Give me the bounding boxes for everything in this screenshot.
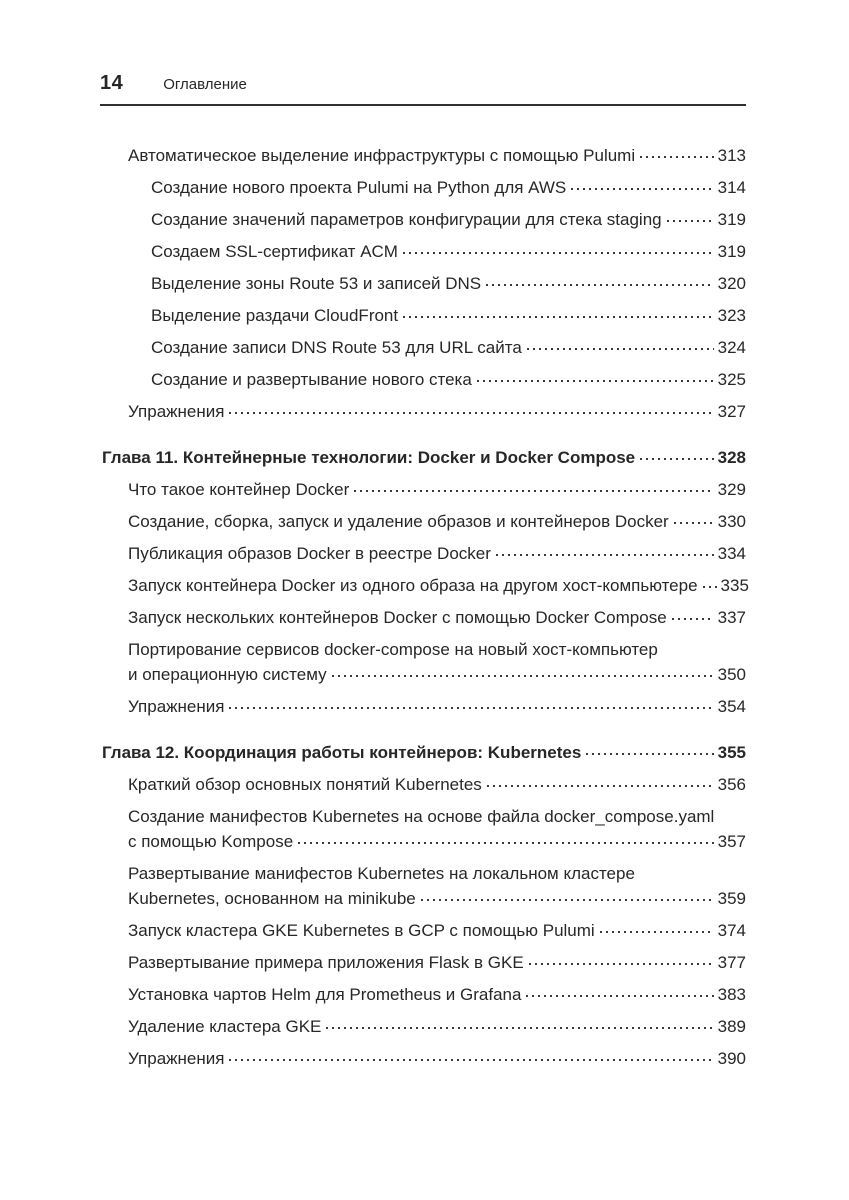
toc-entry-line	[151, 367, 746, 392]
dot-leader	[667, 220, 714, 222]
toc-entry-line	[128, 541, 746, 566]
toc-entry-line	[102, 740, 746, 765]
toc-entry	[102, 477, 746, 502]
toc-entry-line	[128, 918, 746, 943]
toc-entry	[102, 399, 746, 424]
toc-entry-title: Создание манифестов Kubernetes на основе файла docker_compose.yaml	[128, 807, 715, 826]
dot-leader	[496, 554, 714, 556]
toc-entry-page-number: 325	[717, 370, 746, 389]
toc-entry	[102, 637, 746, 687]
dot-leader	[674, 522, 714, 524]
toc-entry-line	[151, 271, 746, 296]
dot-leader	[477, 380, 714, 382]
toc-entry-title: Развертывание манифестов Kubernetes на локальном кластере	[128, 864, 635, 883]
toc-entry	[102, 918, 746, 943]
dot-leader	[571, 188, 713, 190]
toc-entry-line	[128, 637, 746, 662]
toc-entry-title: с помощью Kompose	[128, 832, 294, 851]
toc-entry-page-number: 313	[717, 146, 746, 165]
dot-leader	[486, 284, 713, 286]
toc-entry-page-number: 314	[717, 178, 746, 197]
dot-leader	[354, 490, 713, 492]
toc-entry-page-number: 329	[717, 480, 746, 499]
toc-entry	[102, 367, 746, 392]
toc-entry-line	[128, 829, 746, 854]
toc-chapter-entry	[102, 445, 746, 470]
toc-entry	[102, 573, 749, 598]
header-rule	[100, 104, 746, 106]
toc-entry-line	[128, 399, 746, 424]
toc-entry-title: Публикация образов Docker в реестре Docker	[128, 544, 491, 563]
toc-chapter-entry	[102, 740, 746, 765]
toc-entry-page-number: 390	[717, 1049, 746, 1068]
toc-entry	[102, 1014, 746, 1039]
toc-entry-page-number: 327	[717, 402, 746, 421]
dot-leader	[586, 753, 713, 755]
toc-entry-page-number: 320	[717, 274, 746, 293]
page-header	[100, 72, 746, 114]
toc-entry-title: Выделение раздачи CloudFront	[151, 306, 399, 325]
toc-entry-line	[151, 335, 746, 360]
toc-entry-title: Создание и развертывание нового стека	[151, 370, 472, 389]
toc-entry-page-number: 334	[717, 544, 746, 563]
toc-entry-title: Запуск кластера GKE Kubernetes в GCP с помощью Pulumi	[128, 921, 595, 940]
dot-leader	[421, 899, 714, 901]
dot-leader	[403, 252, 714, 254]
toc-entry	[102, 950, 746, 975]
toc-entry-page-number: 319	[717, 242, 746, 261]
toc-entry	[102, 605, 746, 630]
toc-entry	[102, 982, 746, 1007]
toc-entry-line	[128, 1014, 746, 1039]
toc-entry-page-number: 330	[717, 512, 746, 531]
toc-entry-page-number: 337	[717, 608, 746, 627]
toc-entry	[102, 509, 746, 534]
toc-list	[102, 143, 749, 1078]
toc-entry	[102, 239, 746, 264]
toc-entry-page-number: 324	[717, 338, 746, 357]
toc-entry-line	[128, 694, 746, 719]
running-title: Оглавление	[163, 76, 247, 93]
dot-leader	[229, 707, 713, 709]
toc-entry-title: Упражнения	[128, 402, 225, 421]
toc-entry-title: Создаем SSL-сертификат ACM	[151, 242, 398, 261]
toc-entry-page-number: 355	[717, 743, 746, 762]
toc-entry-title: Установка чартов Helm для Prometheus и Grafana	[128, 985, 522, 1004]
dot-leader	[600, 931, 714, 933]
toc-entry-title: Упражнения	[128, 1049, 225, 1068]
toc-entry-title: Выделение зоны Route 53 и записей DNS	[151, 274, 482, 293]
toc-entry	[102, 772, 746, 797]
dot-leader	[326, 1027, 713, 1029]
toc-entry-title: Автоматическое выделение инфраструктуры с помощью Pulumi	[128, 146, 636, 165]
dot-leader	[332, 675, 714, 677]
toc-entry-line	[128, 861, 746, 886]
toc-entry-title: Запуск контейнера Docker из одного образа на другом хост-компьютере	[128, 576, 698, 595]
toc-entry-title: Создание нового проекта Pulumi на Python для AWS	[151, 178, 567, 197]
toc-entry	[102, 143, 746, 168]
toc-entry-title: Kubernetes, основанном на minikube	[128, 889, 416, 908]
toc-entry-title: Портирование сервисов docker-compose на новый хост-компьютер	[128, 640, 658, 659]
toc-entry-line	[128, 886, 746, 911]
toc-entry-line	[151, 303, 746, 328]
dot-leader	[229, 412, 713, 414]
toc-entry-page-number: 357	[717, 832, 746, 851]
toc-entry-line	[128, 573, 749, 598]
dot-leader	[703, 586, 717, 588]
toc-entry-line	[128, 982, 746, 1007]
dot-leader	[640, 156, 714, 158]
toc-entry	[102, 694, 746, 719]
toc-entry	[102, 335, 746, 360]
toc-entry-title: Создание значений параметров конфигурации для стека staging	[151, 210, 662, 229]
page-header-row	[100, 72, 746, 95]
toc-entry-title: Создание, сборка, запуск и удаление образов и контейнеров Docker	[128, 512, 669, 531]
toc-entry	[102, 207, 746, 232]
toc-entry-title: Создание записи DNS Route 53 для URL сайта	[151, 338, 522, 357]
dot-leader	[403, 316, 714, 318]
toc-entry-line	[151, 207, 746, 232]
dot-leader	[298, 842, 713, 844]
toc-entry-line	[151, 239, 746, 264]
toc-entry-title: Запуск нескольких контейнеров Docker с помощью Docker Compose	[128, 608, 667, 627]
dot-leader	[527, 348, 714, 350]
toc-entry-line	[128, 509, 746, 534]
toc-entry-page-number: 389	[717, 1017, 746, 1036]
toc-entry-title: Краткий обзор основных понятий Kubernetes	[128, 775, 482, 794]
toc-entry-line	[151, 175, 746, 200]
toc-entry	[102, 175, 746, 200]
toc-entry	[102, 541, 746, 566]
toc-entry-page-number: 383	[717, 985, 746, 1004]
toc-entry-line	[128, 1046, 746, 1071]
toc-entry-page-number: 328	[717, 448, 746, 467]
toc-entry	[102, 271, 746, 296]
toc-entry-line	[102, 445, 746, 470]
toc-entry-page-number: 356	[717, 775, 746, 794]
toc-entry	[102, 1046, 746, 1071]
toc-entry-line	[128, 662, 746, 687]
dot-leader	[229, 1059, 713, 1061]
toc-entry-page-number: 319	[717, 210, 746, 229]
toc-entry-title: Развертывание примера приложения Flask в GKE	[128, 953, 524, 972]
toc-entry-title: Что такое контейнер Docker	[128, 480, 350, 499]
toc-entry-line	[128, 143, 746, 168]
dot-leader	[529, 963, 714, 965]
toc-entry	[102, 861, 746, 911]
toc-entry	[102, 804, 746, 854]
toc-entry-line	[128, 605, 746, 630]
toc-entry-line	[128, 804, 746, 829]
toc-entry-page-number: 323	[717, 306, 746, 325]
toc-entry-title: Упражнения	[128, 697, 225, 716]
toc-entry-page-number: 374	[717, 921, 746, 940]
toc-entry-title: Глава 11. Контейнерные технологии: Docker и Docker Compose	[102, 448, 636, 467]
dot-leader	[487, 785, 714, 787]
toc-entry-page-number: 350	[717, 665, 746, 684]
toc-entry-page-number: 354	[717, 697, 746, 716]
page-number: 14	[100, 72, 124, 94]
toc-entry-title: и операционную систему	[128, 665, 327, 684]
toc-entry-page-number: 335	[720, 576, 749, 595]
dot-leader	[672, 618, 714, 620]
toc-entry-page-number: 359	[717, 889, 746, 908]
toc-entry	[102, 303, 746, 328]
toc-entry-title: Глава 12. Координация работы контейнеров: Kubernetes	[102, 743, 582, 762]
dot-leader	[640, 458, 714, 460]
toc-entry-page-number: 377	[717, 953, 746, 972]
dot-leader	[526, 995, 713, 997]
toc-entry-line	[128, 950, 746, 975]
toc-entry-line	[128, 772, 746, 797]
toc-entry-title: Удаление кластера GKE	[128, 1017, 322, 1036]
toc-entry-line	[128, 477, 746, 502]
